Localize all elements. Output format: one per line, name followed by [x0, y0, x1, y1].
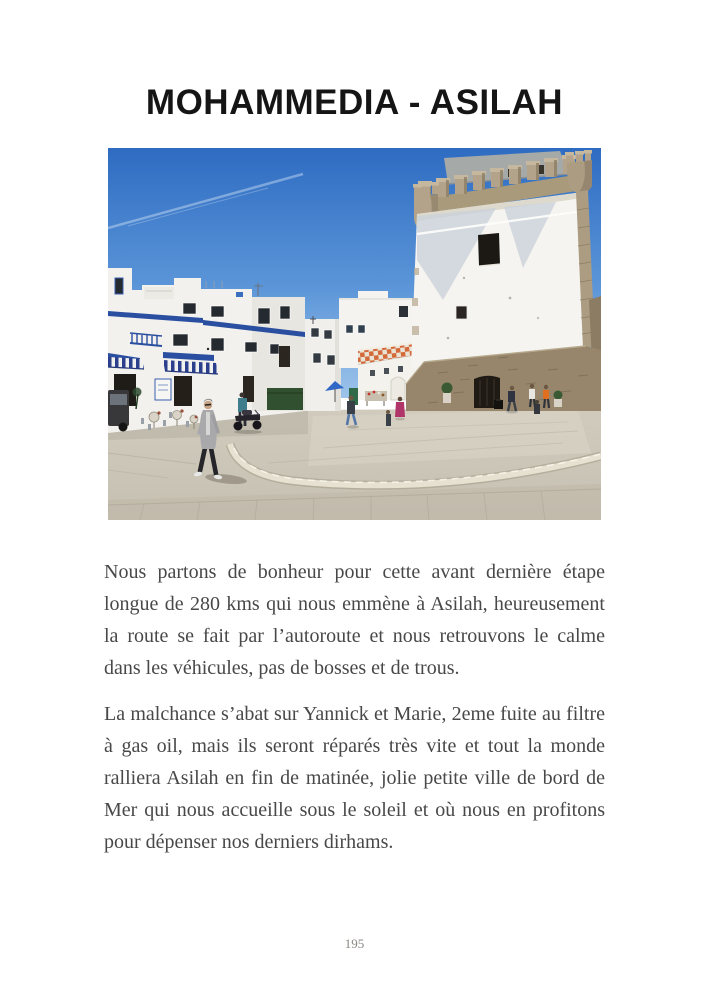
page-number: 195 [344, 936, 365, 951]
paragraph-2: La malchance s’abat sur Yannick et Marie, 2eme fuite au filtre à gas oil, mais ils seront réparés très vite et tout la monde ralliera Asilah en fin de matinée, jolie petite ville de bord de Mer qui nous accueille sous le soleil et où nous en profitons pour dépenser nos derniers dirhams. [104, 703, 605, 853]
parked-vehicle [108, 390, 129, 432]
body-text [104, 556, 605, 858]
paragraph-1: Nous partons de bonheur pour cette avant dernière étape longue de 280 kms qui nous emmène à Asilah, heureusement la route se fait par l’autoroute et nous retrouvons le calme dans les véhicules, pas de bosses et de trous. [104, 561, 605, 679]
asilah-photo [108, 148, 601, 520]
asilah-photo-graphic [108, 148, 601, 520]
photo-tower [406, 150, 601, 411]
page-title: MOHAMMEDIA - ASILAH [145, 83, 564, 122]
